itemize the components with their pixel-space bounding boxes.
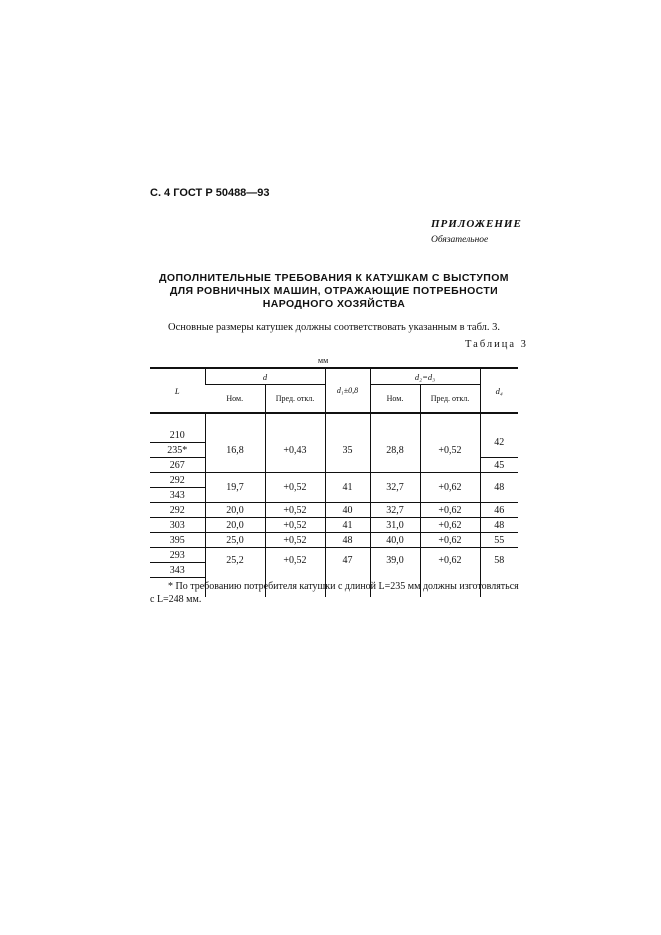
cell-d4: 48 [480,518,518,533]
header-L: L [150,368,205,413]
cell-d23-nom: 39,0 [370,548,420,598]
cell-L: 292 [150,473,205,488]
cell-d1: 35 [325,428,370,473]
table-row [150,548,518,563]
cell-d23-dev: +0,62 [420,533,480,548]
table-label: Таблица 3 [465,339,528,350]
cell-d1: 41 [325,473,370,503]
header-d4: d₄ [480,368,518,413]
cell-d23-nom: 32,7 [370,473,420,503]
cell-d-dev: +0,43 [265,428,325,473]
cell-d23-dev: +0,62 [420,518,480,533]
cell-d23-nom: 31,0 [370,518,420,533]
cell-d-nom: 20,0 [205,518,265,533]
cell-L: 343 [150,488,205,503]
cell-d4: 42 [480,428,518,458]
cell-d-dev: +0,52 [265,533,325,548]
table-unit: мм [318,356,329,365]
appendix-status: Обязательное [431,235,489,245]
intro-text: Основные размеры катушек должны соответствовать указанным в табл. 3. [168,322,501,333]
cell-d-dev: +0,52 [265,503,325,518]
cell-d4: 58 [480,548,518,598]
cell-d4: 48 [480,473,518,503]
table-row [150,473,518,488]
cell-d-nom: 25,0 [205,533,265,548]
cell-L: 343 [169,564,185,576]
section-title: ДОПОЛНИТЕЛЬНЫЕ ТРЕБОВАНИЯ К КАТУШКАМ С ВЫСТУПОМ ДЛЯ РОВНИЧНЫХ МАШИН, ОТРАЖАЮЩИЕ ПОТРЕБНОСТИ НАРОДНОГО ХОЗЯЙСТВА [159,272,509,310]
appendix-label: ПРИЛОЖЕНИЕ [431,218,522,230]
header-d23: d₂=d₃ [370,368,480,385]
header-dev2: Пред. откл. [420,385,480,414]
header-dev: Пред. откл. [265,385,325,414]
cell-d-dev: +0,52 [265,473,325,503]
header-nom: Ном. [205,385,265,414]
cell-d-nom: 25,2 [205,548,265,598]
footnote: * По требованию потребителя катушки с длиной L=235 мм должны изготовляться с L=248 мм. [150,581,519,605]
cell-d1: 41 [325,518,370,533]
cell-d23-nom: 40,0 [370,533,420,548]
cell-d23-dev: +0,62 [420,473,480,503]
cell-L: 235* [150,443,205,458]
header-d: d [205,368,325,385]
running-head: С. 4 ГОСТ Р 50488—93 [150,187,270,199]
cell-d23-dev: +0,52 [420,428,480,473]
table-row [150,518,518,533]
cell-d-nom: 16,8 [205,428,265,473]
header-nom2: Ном. [370,385,420,414]
cell-L: 395 [150,533,205,548]
cell-d4: 45 [480,458,518,473]
cell-L: 210 [150,428,205,443]
header-d1: d₁±0,8 [325,368,370,413]
dimensions-table [150,367,518,597]
cell-d-dev: +0,52 [265,518,325,533]
table-row [150,533,518,548]
cell-d1: 47 [325,548,370,598]
cell-d-nom: 19,7 [205,473,265,503]
table-row [150,503,518,518]
cell-d23-dev: +0,62 [420,548,480,598]
cell-d4: 46 [480,503,518,518]
table-row [150,428,518,443]
cell-d-dev: +0,52 [265,548,325,598]
footnote-divider [150,577,205,578]
cell-L: 293 [150,548,205,563]
cell-d-nom: 20,0 [205,503,265,518]
cell-L: 292 [150,503,205,518]
cell-d23-nom: 32,7 [370,503,420,518]
cell-L: 303 [150,518,205,533]
cell-d1: 40 [325,503,370,518]
cell-d23-dev: +0,62 [420,503,480,518]
cell-L: 267 [150,458,205,473]
cell-d4: 55 [480,533,518,548]
cell-d1: 48 [325,533,370,548]
cell-d23-nom: 28,8 [370,428,420,473]
